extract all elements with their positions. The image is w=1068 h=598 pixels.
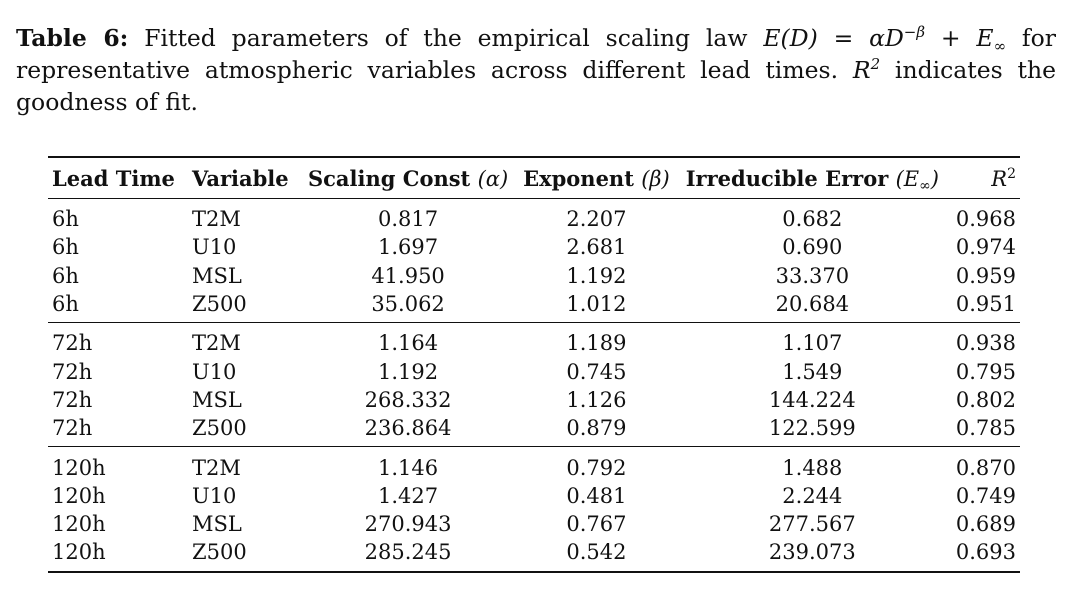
cell-irreducible-error: 2.244 [782,483,843,508]
cell-scaling-const: 1.192 [378,359,439,384]
cell-irreducible-error: 0.690 [782,235,843,260]
cell-scaling-const: 236.864 [364,416,452,441]
caption-r2 [853,56,880,84]
cell-r2: 0.974 [955,235,1016,260]
header-exponent-symbol: (β) [641,166,670,191]
cell-lead-time: 120h [48,447,188,482]
cell-exponent: 0.792 [516,447,677,482]
header-irreducible-symbol-sub: ∞ [919,177,931,194]
table-row [48,414,1020,447]
cell-scaling-const: 1.697 [378,235,439,260]
header-variable: Variable [188,157,300,199]
cell-exponent: 1.189 [516,323,677,358]
cell-lead-time: 72h [48,323,188,358]
formula-exponent: −β [903,23,926,41]
cell-r2: 0.802 [955,387,1016,412]
table-row [48,357,1020,385]
cell-exponent: 2.207 [566,207,627,232]
scaling-law-table [48,156,1020,573]
table-row [48,482,1020,510]
cell-exponent: 1.192 [566,263,627,288]
cell-r2: 0.689 [955,512,1016,537]
cell-variable: T2M [192,207,241,232]
header-scaling-const-label: Scaling Const [307,165,471,191]
caption-formula [763,23,1007,55]
cell-variable: MSL [192,263,242,288]
cell-exponent: 2.681 [566,235,627,260]
cell-lead-time: 72h [52,387,93,412]
cell-r2: 0.951 [955,292,1016,317]
cell-lead-time: 6h [52,235,79,260]
cell-lead-time: 6h [52,207,79,232]
table-row [48,386,1020,414]
cell-scaling-const: 285.245 [364,540,452,565]
cell-irreducible-error: 122.599 [768,416,856,441]
cell-exponent: 0.767 [566,512,627,537]
header-exponent-label: Exponent [523,165,634,191]
cell-lead-time: 6h [52,292,79,317]
cell-r2: 0.938 [948,323,1020,358]
cell-r2: 0.749 [955,483,1016,508]
cell-exponent: 1.012 [566,292,627,317]
cell-r2: 0.870 [948,447,1020,482]
cell-lead-time: 120h [52,483,106,508]
cell-variable: Z500 [192,540,247,565]
cell-variable: MSL [192,387,242,412]
cell-variable: U10 [192,235,237,260]
cell-irreducible-error: 0.682 [782,207,843,232]
table-row [48,233,1020,261]
cell-scaling-const: 270.943 [364,512,452,537]
cell-exponent: 0.745 [566,359,627,384]
cell-lead-time: 72h [52,359,93,384]
cell-scaling-const: 1.146 [300,447,516,482]
header-irreducible-label: Irreducible Error [685,165,889,191]
cell-variable: T2M [188,323,300,358]
table-row [48,199,1020,234]
table-row [48,538,1020,571]
header-r2 [948,157,1020,199]
header-scaling-const [300,157,516,199]
cell-irreducible-error: 144.224 [768,387,856,412]
cell-variable: T2M [188,447,300,482]
table-caption [16,22,1056,118]
header-row [48,157,1020,199]
header-irreducible-error [677,157,948,199]
header-exponent [516,157,677,199]
cell-irreducible-error: 33.370 [775,263,850,288]
cell-variable: MSL [192,512,242,537]
caption-label: Table 6: [16,24,129,52]
formula-subscript: ∞ [993,37,1007,55]
cell-variable: Z500 [192,292,247,317]
scaling-law-table-container [48,156,1020,573]
table-row [48,262,1020,290]
cell-irreducible-error: 1.549 [782,359,843,384]
header-irreducible-symbol-close: ) [930,166,939,191]
table-row [48,323,1020,358]
cell-r2: 0.785 [955,416,1016,441]
caption-text-after: indicates the goodness of fit. [16,56,1056,116]
table-row [48,447,1020,482]
cell-lead-time: 120h [52,512,106,537]
cell-lead-time: 6h [52,263,79,288]
cell-irreducible-error: 277.567 [768,512,856,537]
cell-scaling-const: 1.427 [378,483,439,508]
header-irreducible-symbol-open: (E [895,166,920,191]
cell-exponent: 0.481 [566,483,627,508]
header-r2-symbol: R [991,166,1008,191]
cell-irreducible-error: 1.107 [677,323,948,358]
cell-r2: 0.795 [955,359,1016,384]
cell-irreducible-error: 239.073 [768,540,856,565]
formula-lhs: E(D) = αD [763,24,904,52]
table-group [48,323,1020,447]
cell-irreducible-error: 20.684 [775,292,850,317]
caption-text-before: Fitted parameters of the empirical scaling law [144,24,748,52]
cell-exponent: 0.879 [566,416,627,441]
header-scaling-const-symbol: (α) [477,166,509,191]
cell-irreducible-error: 1.488 [677,447,948,482]
table-group [48,447,1020,572]
cell-scaling-const: 41.950 [371,263,445,288]
cell-r2: 0.968 [955,207,1016,232]
cell-r2: 0.959 [955,263,1016,288]
cell-scaling-const: 268.332 [364,387,452,412]
cell-scaling-const: 35.062 [371,292,445,317]
cell-variable: Z500 [192,416,247,441]
r2-exponent: 2 [870,55,881,73]
table-group [48,199,1020,323]
table-row [48,290,1020,323]
header-r2-exponent: 2 [1007,165,1016,182]
formula-plus: + E [925,24,994,52]
header-lead-time: Lead Time [48,157,188,199]
cell-lead-time: 120h [52,540,106,565]
cell-variable: U10 [192,483,237,508]
cell-lead-time: 72h [52,416,93,441]
cell-r2: 0.693 [955,540,1016,565]
caption-text-mid: for representative atmospheric variables across different lead times. [16,24,1056,84]
r2-symbol: R [852,56,871,84]
cell-scaling-const: 1.164 [300,323,516,358]
table-row [48,510,1020,538]
cell-exponent: 0.542 [566,540,627,565]
table-header [48,157,1020,199]
cell-exponent: 1.126 [566,387,627,412]
cell-scaling-const: 0.817 [378,207,439,232]
cell-variable: U10 [192,359,237,384]
